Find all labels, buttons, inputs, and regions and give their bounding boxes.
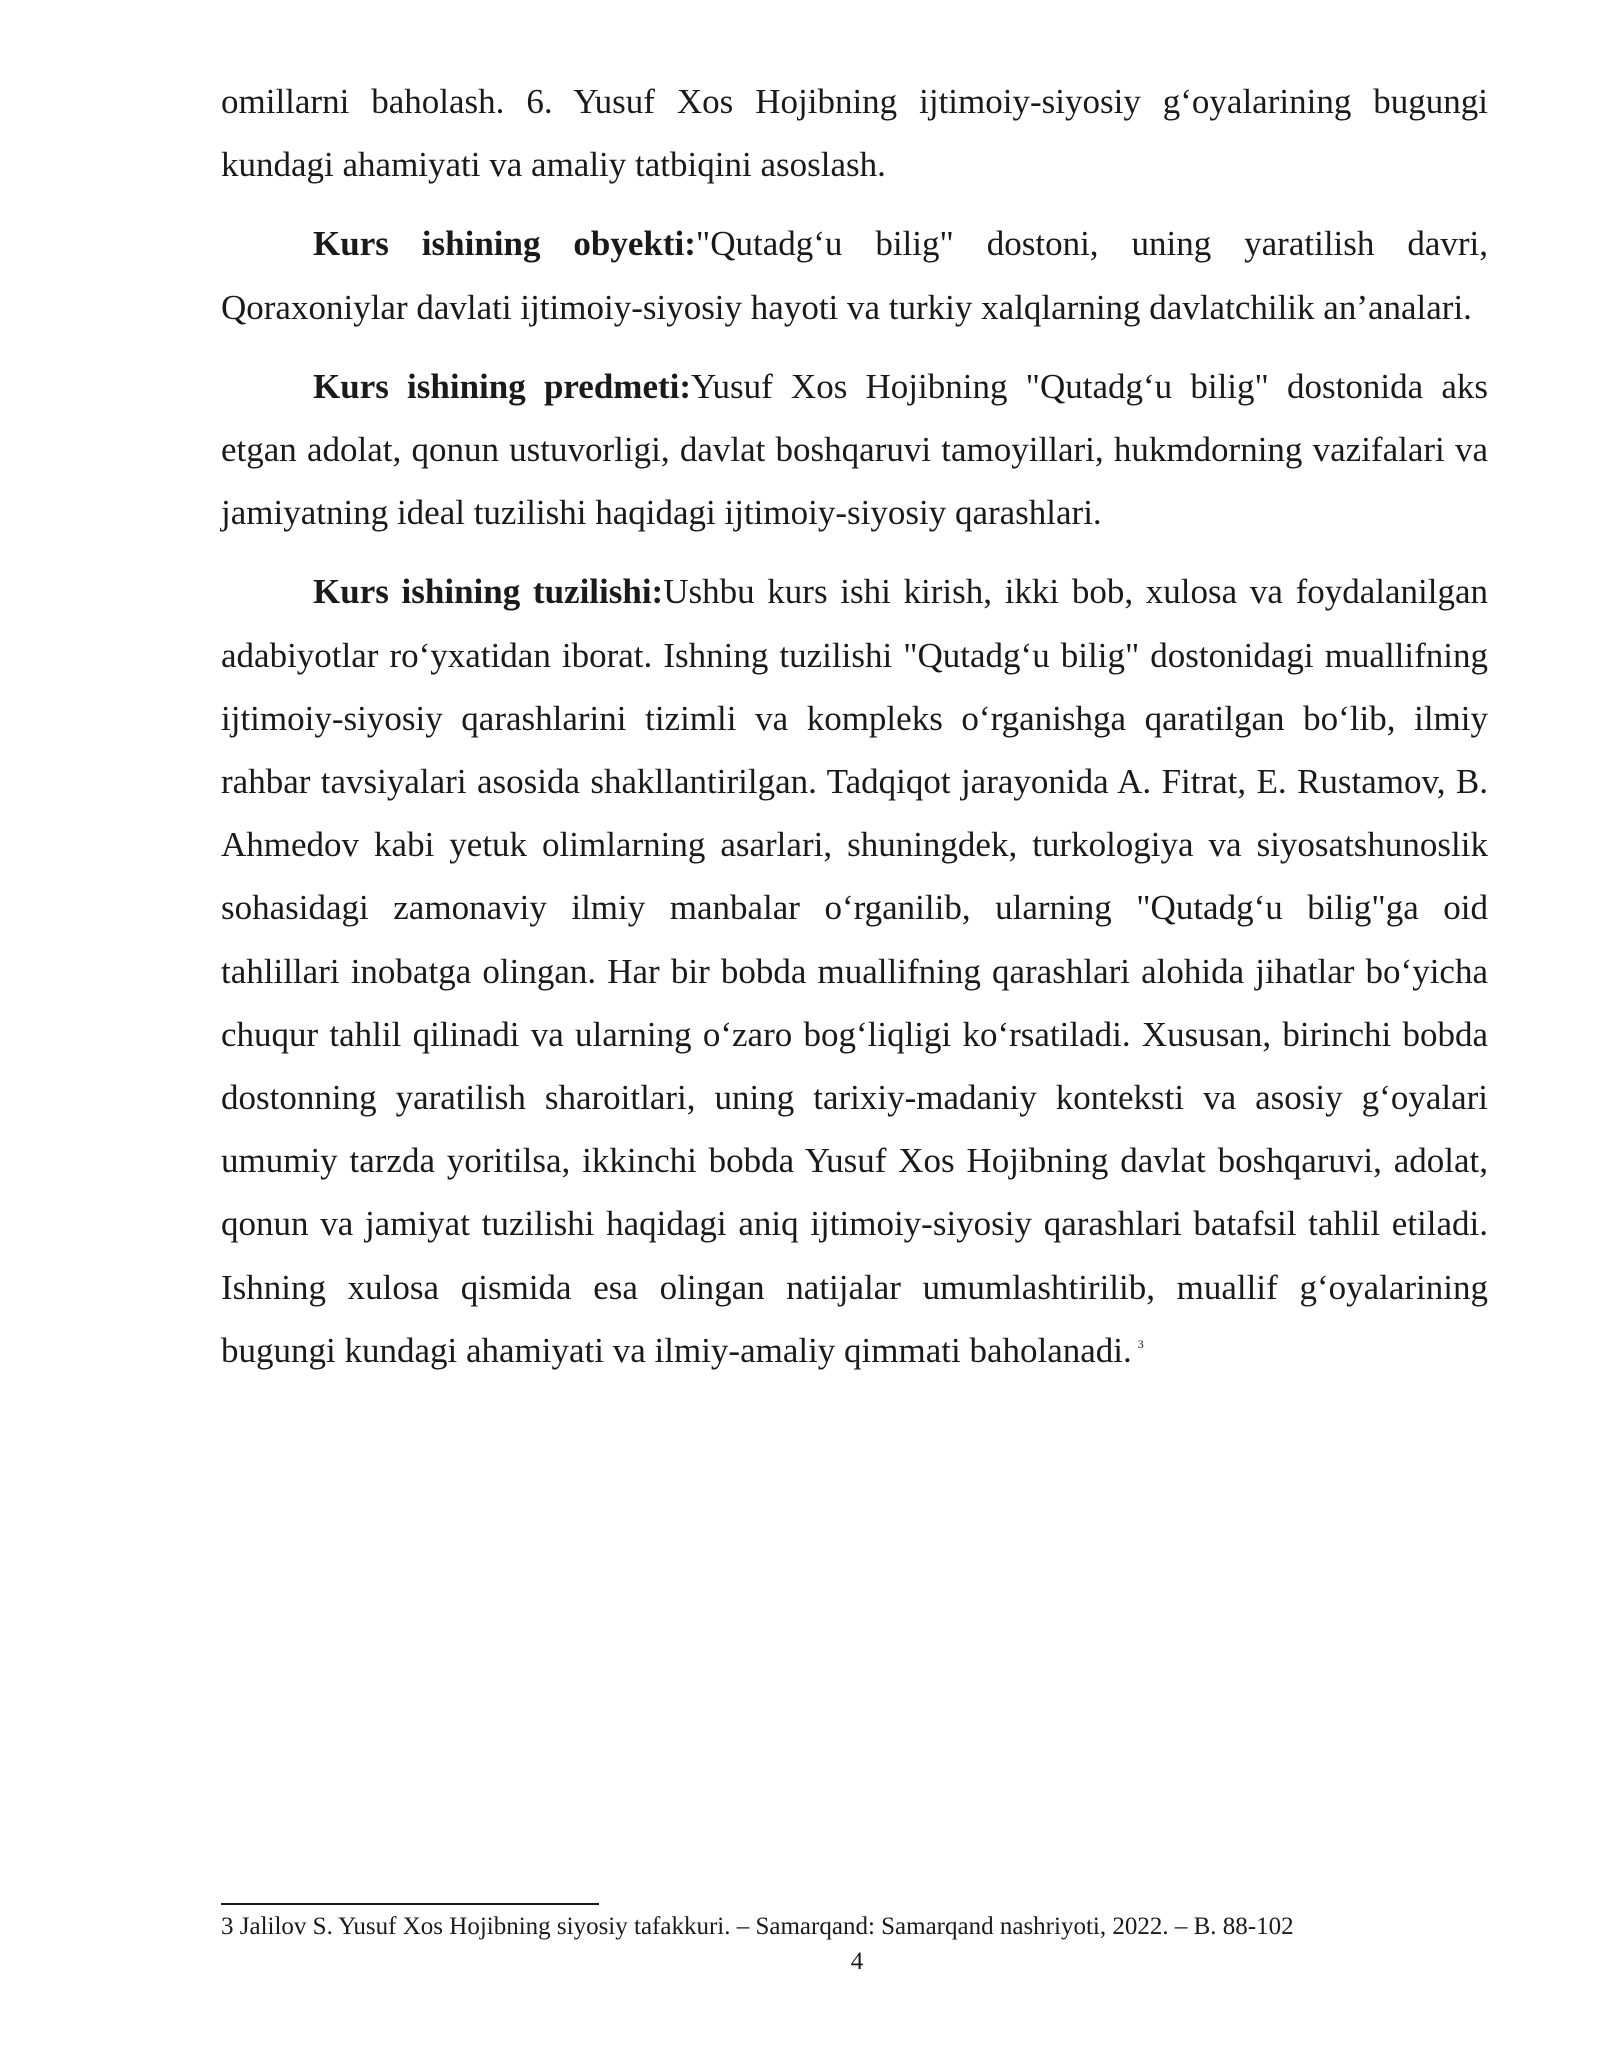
subject-text: Yusuf Xos Hojibning "Qutadg‘u bilig" dostonida aks etgan adolat, qonun ustuvorligi, davlat boshqaruvi tamoyillari, hukmdorning vazifalari va jamiyatning ideal tuzilishi haqidagi ijtimoiy-siyosiy qarashlari. [221,366,1488,533]
intro-paragraph: omillarni baholash. 6. Yusuf Xos Hojibning ijtimoiy-siyosiy g‘oyalarining bugungi kundagi ahamiyati va amaliy tatbiqini asoslash. [221,82,1488,185]
object-text: "Qutadg‘u bilig" dostoni, uning yaratilish davri, Qoraxoniylar davlati ijtimoiy-siyosiy hayoti va turkiy xalqlarning davlatchilik an’analari. [221,224,1488,327]
footnote-divider [221,1903,599,1905]
object-paragraph [221,212,1488,338]
subject-label: Kurs ishining predmeti: [313,366,692,406]
footnote-reference[interactable]: 3 [1137,1336,1144,1351]
structure-paragraph [221,560,1488,1382]
document-page [221,70,1488,1382]
structure-text: Ushbu kurs ishi kirish, ikki bob, xulosa va foydalanilgan adabiyotlar ro‘yxatidan iborat. Ishning tuzilishi "Qutadg‘u bilig" dostonidagi muallifning ijtimoiy-siyosiy qarashlarini tizimli va kompleks o‘rganishga qaratilgan bo‘lib, ilmiy rahbar tavsiyalari asosida shakllantirilgan. Tadqiqot jarayonida A. Fitrat, E. Rustamov, B. Ahmedov kabi yetuk olimlarning asarlari, shuningdek, turkologiya va siyosatshunoslik sohasidagi zamonaviy ilmiy manbalar o‘rganilib, ularning "Qutadg‘u bilig"ga oid tahlillari inobatga olingan. Har bir bobda muallifning qarashlari alohida jihatlar bo‘yicha chuqur tahlil qilinadi va ularning o‘zaro bog‘liqligi ko‘rsatiladi. Xususan, birinchi bobda dostonning yaratilish sharoitlari, uning tarixiy-madaniy konteksti va asosiy g‘oyalari umumiy tarzda yoritilsa, ikkinchi bobda Yusuf Xos Hojibning davlat boshqaruvi, adolat, qonun va jamiyat tuzilishi haqidagi aniq ijtimoiy-siyosiy qarashlari batafsil tahlil etiladi. Ishning xulosa qismida esa olingan natijalar umumlashtirilib, muallif g‘oyalarining bugungi kundagi ahamiyati va ilmiy-amaliy qimmati baholanadi. [221,572,1489,1370]
structure-label: Kurs ishining tuzilishi: [313,572,664,612]
footnote-text: 3 Jalilov S. Yusuf Xos Hojibning siyosiy tafakkuri. – Samarqand: Samarqand nashriyoti, 2022. – B. 88-102 [221,1913,1294,1940]
object-label: Kurs ishining obyekti: [313,224,696,264]
subject-paragraph [221,355,1488,545]
page-number: 4 [850,1948,864,1975]
